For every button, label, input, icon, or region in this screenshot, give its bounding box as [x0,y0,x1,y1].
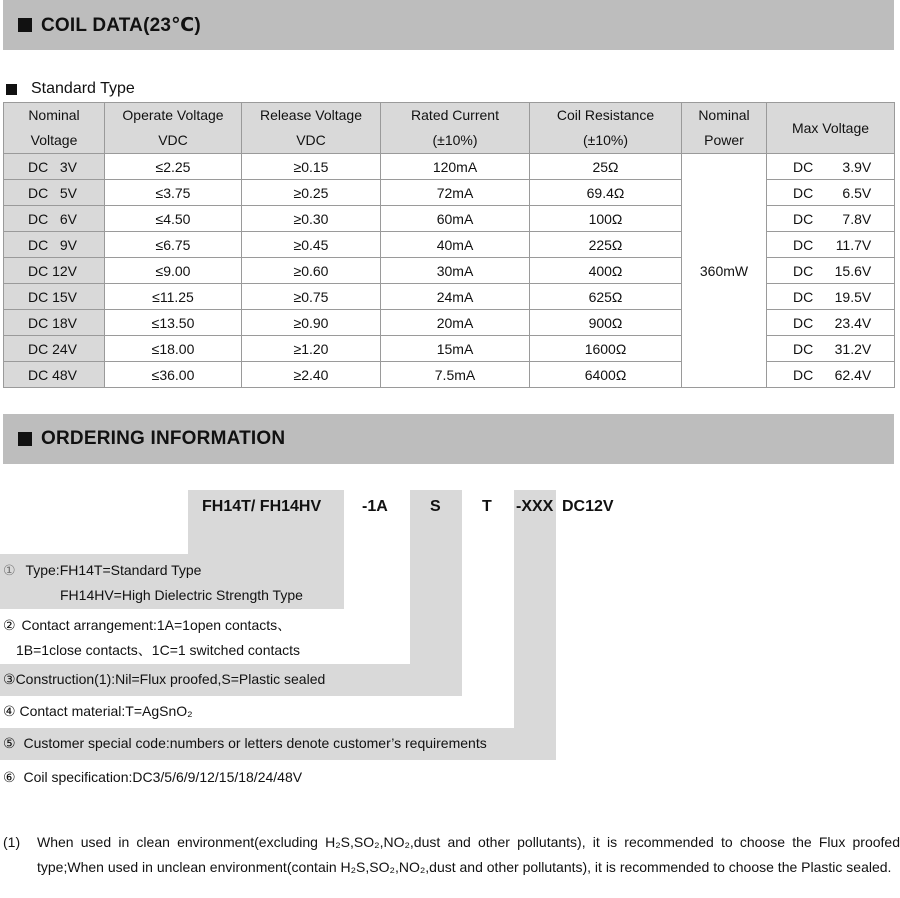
cell-max-voltage [767,336,895,362]
code-coil-spec: DC12V [562,498,614,515]
item-number: ① [3,562,16,578]
item-number: ④ [3,703,16,719]
cell-nominal-voltage: DC 3V [4,154,105,180]
ordering-item-type-line2: FH14HV=High Dielectric Strength Type [60,587,303,603]
code-customer-special: -XXX [516,498,554,515]
cell-rated-current: 15mA [381,336,530,362]
max-voltage-value: 19.5V [834,288,872,305]
ordering-item-contact-arrangement-line2: 1B=1close contacts、1C=1 switched contacts [16,642,301,658]
max-voltage-value: 62.4V [834,366,872,383]
cell-operate-voltage: ≤13.50 [105,310,242,336]
item-number: ⑤ [3,735,16,751]
cell-nominal-voltage: DC 24V [4,336,105,362]
code-contact-arrangement: -1A [362,498,388,515]
footnote-text: When used in clean environment(excluding H₂S,SO₂,NO₂,dust and other pollutants), it is recommended to choose the Flux proofed type;When used in unclean environment(contain H₂S,SO₂,NO₂,dust and other pollutants), it is recommended to choose the Plastic sealed. [37,834,900,875]
ordering-item-contact-arrangement [3,615,291,635]
ordering-item-construction [3,671,325,688]
item-text: Type:FH14T=Standard Type [25,562,202,578]
header-rated-current: Rated Current [381,103,530,129]
coil-table-header [4,103,895,154]
coil-data-banner [3,0,894,50]
cell-max-voltage [767,232,895,258]
cell-rated-current: 30mA [381,258,530,284]
item-text: Coil specification:DC3/5/6/9/12/15/18/24/48V [23,769,303,785]
cell-nominal-voltage: DC 5V [4,180,105,206]
cell-coil-resistance: 400Ω [530,258,682,284]
header-release-voltage-unit: VDC [242,128,381,154]
code-model: FH14T/ FH14HV [202,498,322,515]
footnote-label: (1) [3,834,21,850]
header-release-voltage: Release Voltage [242,103,381,129]
header-nominal-voltage: Nominal [4,103,105,129]
ordering-item-customer-code [3,735,487,752]
max-voltage-value: 31.2V [834,340,872,357]
cell-release-voltage: ≥0.45 [242,232,381,258]
max-voltage-value: 11.7V [835,236,872,253]
header-max-voltage: Max Voltage [767,103,895,154]
header-coil-resistance-tolerance: (±10%) [530,128,682,154]
cell-rated-current: 7.5mA [381,362,530,388]
max-voltage-prefix: DC [793,262,814,279]
max-voltage-prefix: DC [793,366,814,383]
cell-coil-resistance: 1600Ω [530,336,682,362]
cell-max-voltage [767,180,895,206]
coil-table-row [4,154,895,180]
customer-code-column [514,490,556,760]
item-number: ③ [3,671,16,687]
code-contact-material: T [482,498,492,515]
cell-nominal-voltage: DC 9V [4,232,105,258]
cell-operate-voltage: ≤6.75 [105,232,242,258]
cell-nominal-power: 360mW [682,154,767,388]
cell-coil-resistance: 6400Ω [530,362,682,388]
max-voltage-prefix: DC [793,314,814,331]
max-voltage-value: 7.8V [842,210,872,227]
header-coil-resistance: Coil Resistance [530,103,682,129]
cell-nominal-voltage: DC 18V [4,310,105,336]
cell-coil-resistance: 100Ω [530,206,682,232]
cell-max-voltage [767,362,895,388]
item-number: ② [3,617,16,633]
item-text: Construction(1):Nil=Flux proofed,S=Plastic sealed [15,671,326,687]
max-voltage-prefix: DC [793,210,814,227]
cell-release-voltage: ≥0.15 [242,154,381,180]
max-voltage-value: 15.6V [834,262,872,279]
coil-table-body [4,154,895,388]
cell-coil-resistance: 625Ω [530,284,682,310]
cell-coil-resistance: 225Ω [530,232,682,258]
cell-max-voltage [767,258,895,284]
cell-operate-voltage: ≤4.50 [105,206,242,232]
cell-operate-voltage: ≤11.25 [105,284,242,310]
standard-type-label: Standard Type [31,80,135,97]
header-nominal-power-sub: Power [682,128,767,154]
cell-operate-voltage: ≤9.00 [105,258,242,284]
cell-rated-current: 24mA [381,284,530,310]
cell-release-voltage: ≥0.30 [242,206,381,232]
cell-max-voltage [767,154,895,180]
ordering-info-banner [3,414,894,464]
coil-data-title: COIL DATA(23℃) [41,14,201,36]
coil-data-table [3,102,895,388]
cell-nominal-voltage: DC 6V [4,206,105,232]
cell-operate-voltage: ≤2.25 [105,154,242,180]
cell-operate-voltage: ≤3.75 [105,180,242,206]
cell-operate-voltage: ≤18.00 [105,336,242,362]
max-voltage-prefix: DC [793,288,814,305]
header-operate-voltage-unit: VDC [105,128,242,154]
standard-type-heading [6,80,135,98]
square-bullet-icon [18,18,32,32]
item-text: Contact arrangement:1A=1open contacts、 [21,617,292,633]
cell-release-voltage: ≥0.90 [242,310,381,336]
max-voltage-value: 23.4V [834,314,872,331]
cell-release-voltage: ≥2.40 [242,362,381,388]
cell-max-voltage [767,310,895,336]
ordering-info-title: ORDERING INFORMATION [41,428,286,449]
max-voltage-prefix: DC [793,158,814,175]
code-construction: S [430,498,441,515]
ordering-item-coil-spec [3,769,302,786]
cell-nominal-voltage: DC 12V [4,258,105,284]
cell-coil-resistance: 25Ω [530,154,682,180]
header-operate-voltage: Operate Voltage [105,103,242,129]
cell-coil-resistance: 900Ω [530,310,682,336]
max-voltage-value: 3.9V [842,158,872,175]
cell-release-voltage: ≥0.25 [242,180,381,206]
cell-coil-resistance: 69.4Ω [530,180,682,206]
cell-rated-current: 20mA [381,310,530,336]
cell-rated-current: 60mA [381,206,530,232]
cell-rated-current: 40mA [381,232,530,258]
square-bullet-icon [18,432,32,446]
cell-release-voltage: ≥0.60 [242,258,381,284]
item-text: Customer special code:numbers or letters denote customer’s requirements [23,735,487,751]
max-voltage-prefix: DC [793,340,814,357]
max-voltage-prefix: DC [793,236,814,253]
cell-max-voltage [767,284,895,310]
cell-operate-voltage: ≤36.00 [105,362,242,388]
header-rated-current-tolerance: (±10%) [381,128,530,154]
header-nominal-voltage-sub: Voltage [4,128,105,154]
cell-nominal-voltage: DC 48V [4,362,105,388]
max-voltage-prefix: DC [793,184,814,201]
ordering-item-contact-material [3,703,193,720]
cell-nominal-voltage: DC 15V [4,284,105,310]
cell-release-voltage: ≥0.75 [242,284,381,310]
cell-rated-current: 120mA [381,154,530,180]
cell-rated-current: 72mA [381,180,530,206]
item-text: Contact material:T=AgSnO₂ [19,703,193,719]
square-bullet-icon [6,84,17,95]
ordering-item-type [3,562,201,579]
cell-max-voltage [767,206,895,232]
item-number: ⑥ [3,769,16,785]
cell-release-voltage: ≥1.20 [242,336,381,362]
header-nominal-power: Nominal [682,103,767,129]
max-voltage-value: 6.5V [842,184,872,201]
